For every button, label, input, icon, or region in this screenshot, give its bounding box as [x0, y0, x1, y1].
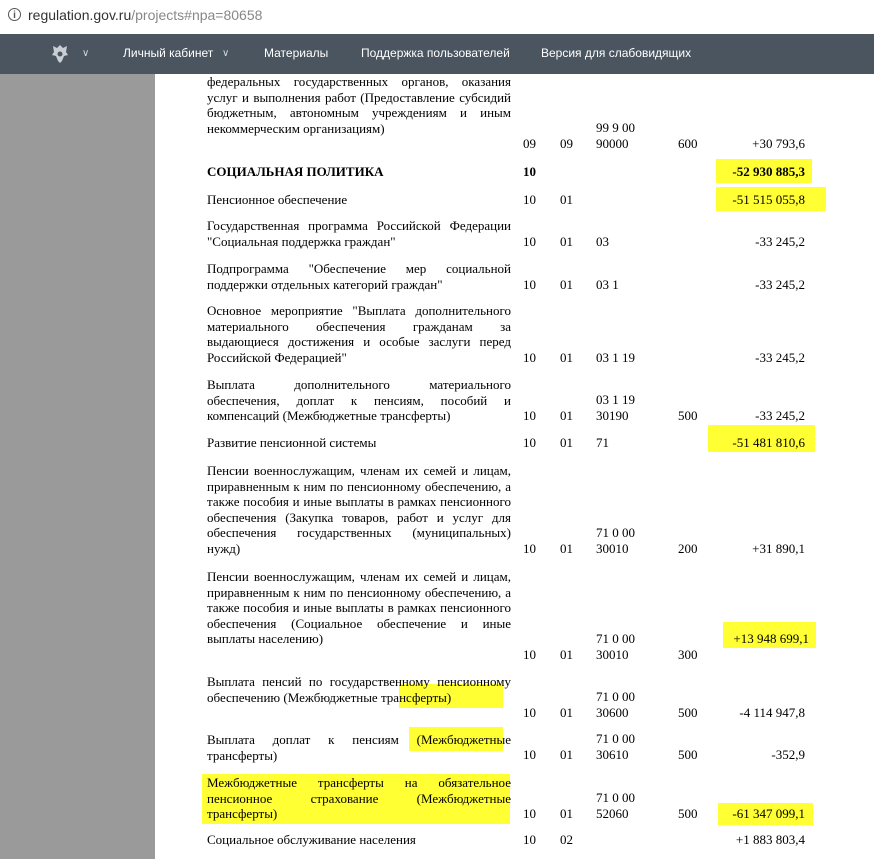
row-expense-type: 500 [678, 747, 698, 762]
row-target-item: 03 1 [596, 277, 619, 292]
row-section: 10 [523, 832, 536, 847]
row-name [207, 732, 511, 763]
row-subsection: 01 [560, 541, 573, 556]
row-amount: -352,9 [771, 747, 805, 762]
row-section: 10 [523, 747, 536, 762]
row-target-item: 71 0 00 30600 [596, 689, 635, 720]
row-amount: +13 948 699,1 [733, 631, 809, 646]
row-name: Пенсионное обеспечение [207, 192, 348, 207]
row-amount: -33 245,2 [755, 408, 805, 423]
row-target-item: 03 [596, 234, 609, 249]
row-expense-type: 200 [678, 541, 698, 556]
row-name: Пенсии военнослужащим, членам их семей и лицам, приравненным к ним по пенсионному обеспечению, а также пособия и иные выплаты в рамках пенсионного обеспечения (Социальное обеспечение и иные выплаты населению) [207, 569, 511, 646]
row-amount: -33 245,2 [755, 234, 805, 249]
row-expense-type: 500 [678, 705, 698, 720]
row-name [207, 674, 511, 705]
url-host: regulation.gov.ru [28, 7, 132, 23]
row-target-item: 03 1 19 30190 [596, 392, 635, 423]
row-name: Основное мероприятие "Выплата дополнительного материального обеспечения гражданам за выдающиеся достижения и особые заслуги перед Российской Федерацией" [207, 303, 511, 365]
site-nav [0, 34, 874, 74]
url-text[interactable] [28, 7, 262, 23]
row-amount: -51 515 055,8 [732, 192, 805, 207]
row-amount: -51 481 810,6 [732, 435, 805, 450]
row-name: Выплата дополнительного материального обеспечения, доплат к пенсиям, пособий и компенсаций (Межбюджетные трансферты) [207, 377, 511, 423]
row-subsection: 01 [560, 234, 573, 249]
row-name-highlight: Межбюджетные [287, 689, 378, 705]
row-subsection: 01 [560, 806, 573, 821]
row-section: 10 [523, 164, 536, 179]
row-name-text: трансферты) [207, 747, 278, 763]
coat-of-arms-icon[interactable] [50, 43, 70, 65]
nav-materials[interactable]: Материалы [264, 46, 329, 60]
row-subsection: 01 [560, 747, 573, 762]
row-section: 10 [523, 350, 536, 365]
row-section: 10 [523, 192, 536, 207]
row-name: федеральных государственных органов, оказания услуг и выполнения работ (Предоставление субсидий бюджетным, автономным учреждениям и иным некоммерческим организациям) [207, 74, 511, 136]
document-page [155, 74, 874, 859]
row-name: Межбюджетные трансферты на обязательное пенсионное страхование (Межбюджетные трансферты) [207, 775, 511, 821]
chevron-down-icon[interactable]: ∨ [222, 48, 230, 59]
row-subsection: 01 [560, 408, 573, 423]
row-section: 10 [523, 705, 536, 720]
row-name: Развитие пенсионной системы [207, 435, 377, 450]
chevron-down-icon[interactable]: ∨ [82, 48, 90, 59]
row-subsection: 01 [560, 192, 573, 207]
row-amount: +31 890,1 [752, 541, 805, 556]
row-amount: -52 930 885,3 [732, 164, 805, 179]
row-amount: +30 793,6 [752, 136, 805, 151]
row-amount: -61 347 099,1 [732, 806, 805, 821]
row-subsection: 01 [560, 277, 573, 292]
row-subsection: 01 [560, 705, 573, 720]
row-name: СОЦИАЛЬНАЯ ПОЛИТИКА [207, 164, 384, 179]
row-section: 10 [523, 647, 536, 662]
url-path: /projects#npa=80658 [131, 7, 263, 23]
row-expense-type: 600 [678, 136, 698, 151]
row-subsection: 01 [560, 350, 573, 365]
row-amount: +1 883 803,4 [735, 832, 805, 847]
row-subsection: 01 [560, 647, 573, 662]
row-section: 10 [523, 277, 536, 292]
row-name: Государственная программа Российской Федерации "Социальная поддержка граждан" [207, 218, 511, 249]
row-expense-type: 500 [678, 806, 698, 821]
row-target-item: 71 0 00 30610 [596, 731, 635, 762]
row-name-text: Выплата пенсий по государственному пенсионному обеспечению ( [207, 674, 511, 705]
row-expense-type: 300 [678, 647, 698, 662]
row-subsection: 01 [560, 435, 573, 450]
row-section: 10 [523, 408, 536, 423]
row-section: 10 [523, 541, 536, 556]
row-section: 09 [523, 136, 536, 151]
row-subsection: 09 [560, 136, 573, 151]
row-amount: -4 114 947,8 [739, 705, 805, 720]
row-target-item: 03 1 19 [596, 350, 635, 365]
row-section: 10 [523, 806, 536, 821]
row-target-item: 71 0 00 30010 [596, 631, 635, 662]
row-target-item: 99 9 00 90000 [596, 120, 635, 151]
row-amount: -33 245,2 [755, 277, 805, 292]
info-icon[interactable]: i [8, 8, 21, 21]
row-name-text: Выплата доплат к пенсиям ( [207, 732, 422, 747]
row-section: 10 [523, 234, 536, 249]
row-name: Пенсии военнослужащим, членам их семей и лицам, приравненным к ним по пенсионному обеспечению, а также пособия и иные выплаты в рамках пенсионного обеспечения (Закупка товаров, работ и услуг для обеспечения государственных (муниципальных) нужд) [207, 463, 511, 556]
row-target-item: 71 0 00 30010 [596, 525, 635, 556]
row-name: Социальное обслуживание населения [207, 832, 416, 847]
row-amount: -33 245,2 [755, 350, 805, 365]
row-subsection: 02 [560, 832, 573, 847]
nav-support[interactable]: Поддержка пользователей [361, 46, 510, 60]
row-name: Подпрограмма "Обеспечение мер социальной поддержки отдельных категорий граждан" [207, 261, 511, 292]
row-name-text: трансферты) [377, 689, 452, 705]
row-target-item: 71 0 00 52060 [596, 790, 635, 821]
row-section: 10 [523, 435, 536, 450]
nav-account[interactable]: Личный кабинет [123, 46, 214, 60]
page-margin [0, 74, 155, 859]
row-expense-type: 500 [678, 408, 698, 423]
address-bar[interactable] [0, 0, 874, 35]
nav-accessibility[interactable]: Версия для слабовидящих [541, 46, 692, 60]
row-target-item: 71 [596, 435, 609, 450]
row-name-highlight: Межбюджетные [421, 732, 511, 747]
